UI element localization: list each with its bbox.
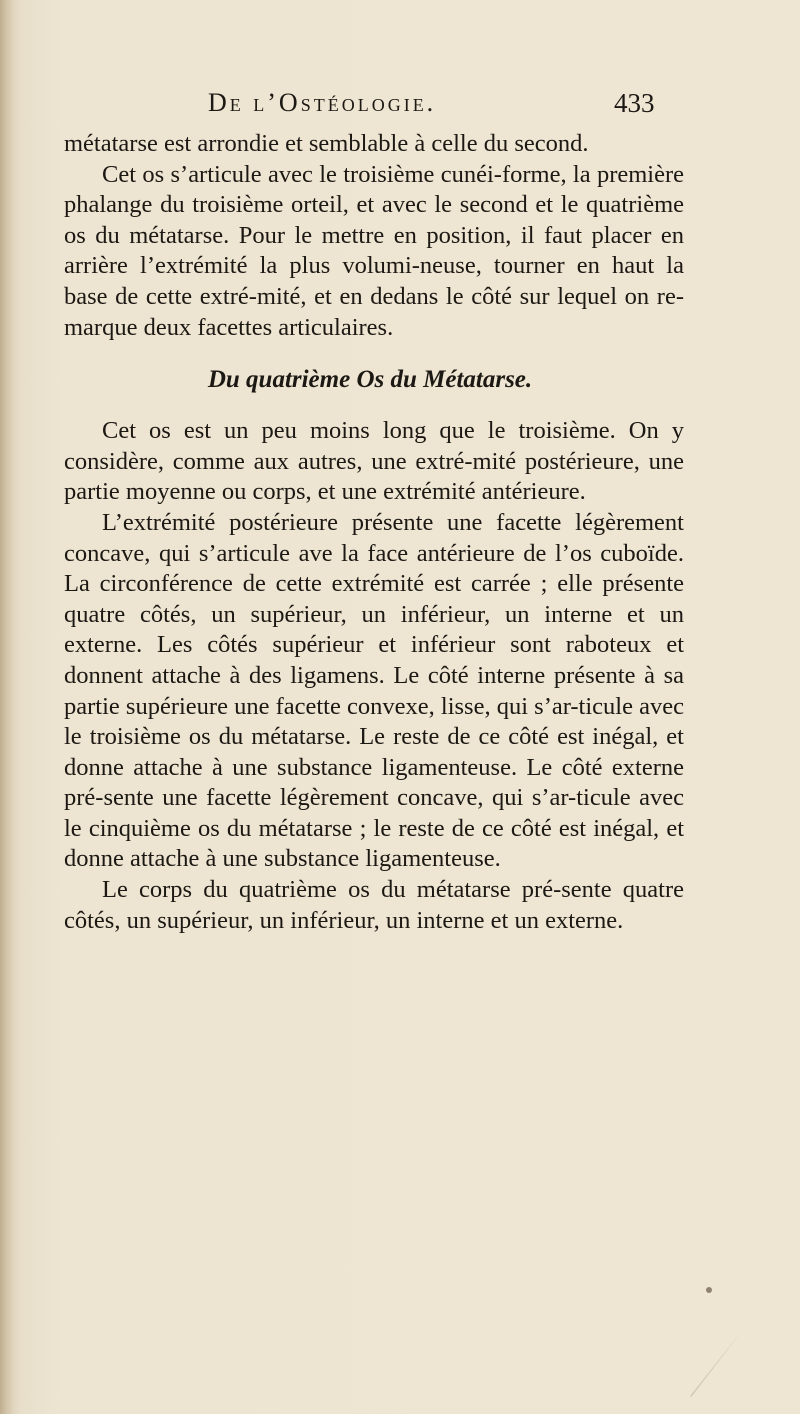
body-text <box>64 129 684 936</box>
paragraph: Cet os est un peu moins long que le troisième. On y considère, comme aux autres, une extré-mité postérieure, une partie moyenne ou corps, et une extrémité antérieure. <box>64 417 684 506</box>
page-number: 433 <box>614 88 655 118</box>
paragraph: Cet os s’articule avec le troisième cunéi-forme, la première phalange du troisième orteil, et avec le second et le quatrième os du métatarse. Pour le mettre en position, il faut placer en arrière l’extrémité la plus volumi-neuse, tourner en haut la base de cette extré-mité, et en dedans le côté sur lequel on re-marque deux facettes articulaires. <box>64 160 684 341</box>
paragraph-continuation: métatarse est arrondie et semblable à celle du second. <box>64 130 589 157</box>
paragraph: L’extrémité postérieure présente une facette légèrement concave, qui s’articule ave la face antérieure de l’os cuboïde. La circonférence de cette extrémité est carrée ; elle présente quatre côtés, un supérieur, un inférieur, un interne et un externe. Les côtés supérieur et inférieur sont raboteux et donnent attache à des ligamens. Le côté interne présente à sa partie supérieure une facette convexe, lisse, qui s’ar-ticule avec le troisième os du métatarse. Le reste de ce côté est inégal, et donne attache à une substance ligamenteuse. Le côté externe pré-sente une facette légèrement concave, qui s’ar-ticule avec le cinquième os du métatarse ; le reste de ce côté est inégal, et donne attache à une substance ligamenteuse. <box>64 508 684 873</box>
running-header <box>0 84 800 124</box>
running-title: De l’Ostéologie. <box>208 88 437 117</box>
page-binding-shadow <box>0 0 14 1414</box>
section-title: Du quatrième Os du Métatarse. <box>207 366 533 394</box>
paper-crease <box>690 1330 743 1397</box>
ink-spot <box>706 1287 712 1293</box>
paragraph: Le corps du quatrième os du métatarse pré-sente quatre côtés, un supérieur, un inférieur, un interne et un externe. <box>64 876 684 934</box>
